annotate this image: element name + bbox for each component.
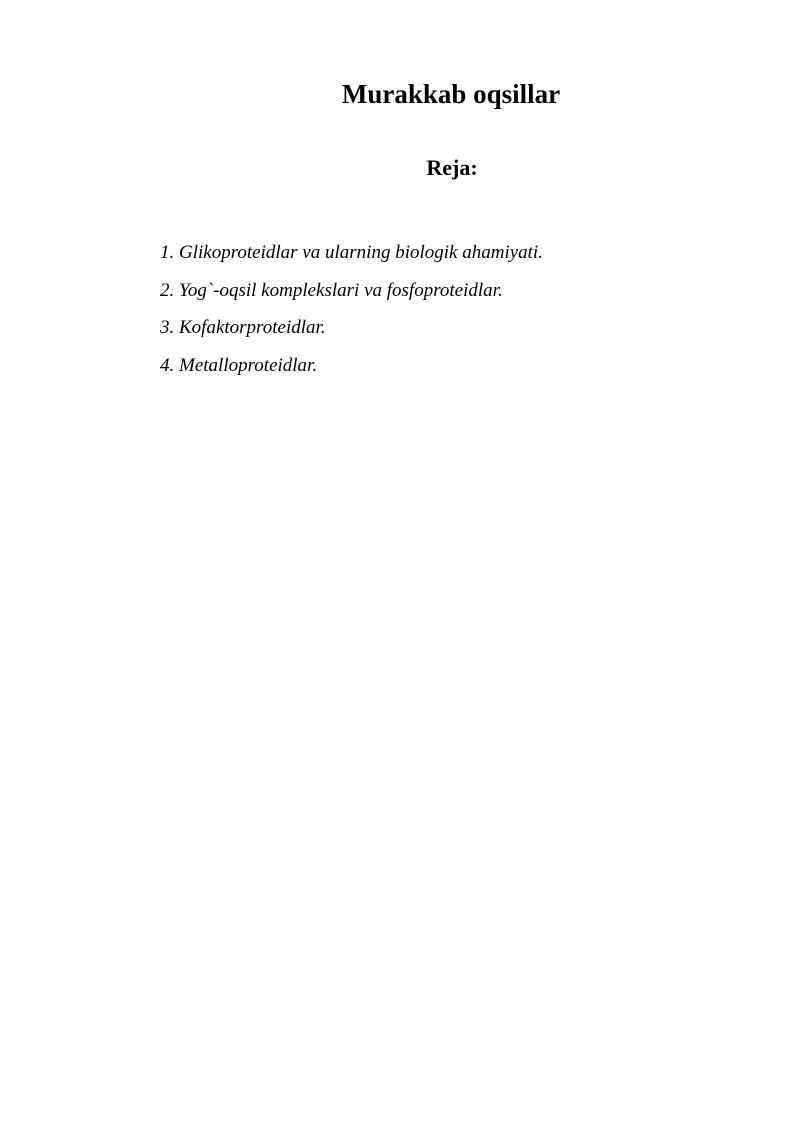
document-title: Murakkab oqsillar — [341, 79, 561, 109]
plan-list — [160, 234, 543, 384]
plan-item-4: 4. Metalloproteidlar. — [160, 354, 318, 376]
plan-heading: Reja: — [426, 155, 478, 180]
plan-item-1: 1. Glikoproteidlar va ularning biologik ahamiyati. — [160, 242, 543, 263]
plan-item-3: 3. Kofaktorproteidlar. — [160, 317, 326, 338]
plan-item-2: 2. Yog`-oqsil komplekslari va fosfoproteidlar. — [160, 279, 503, 301]
